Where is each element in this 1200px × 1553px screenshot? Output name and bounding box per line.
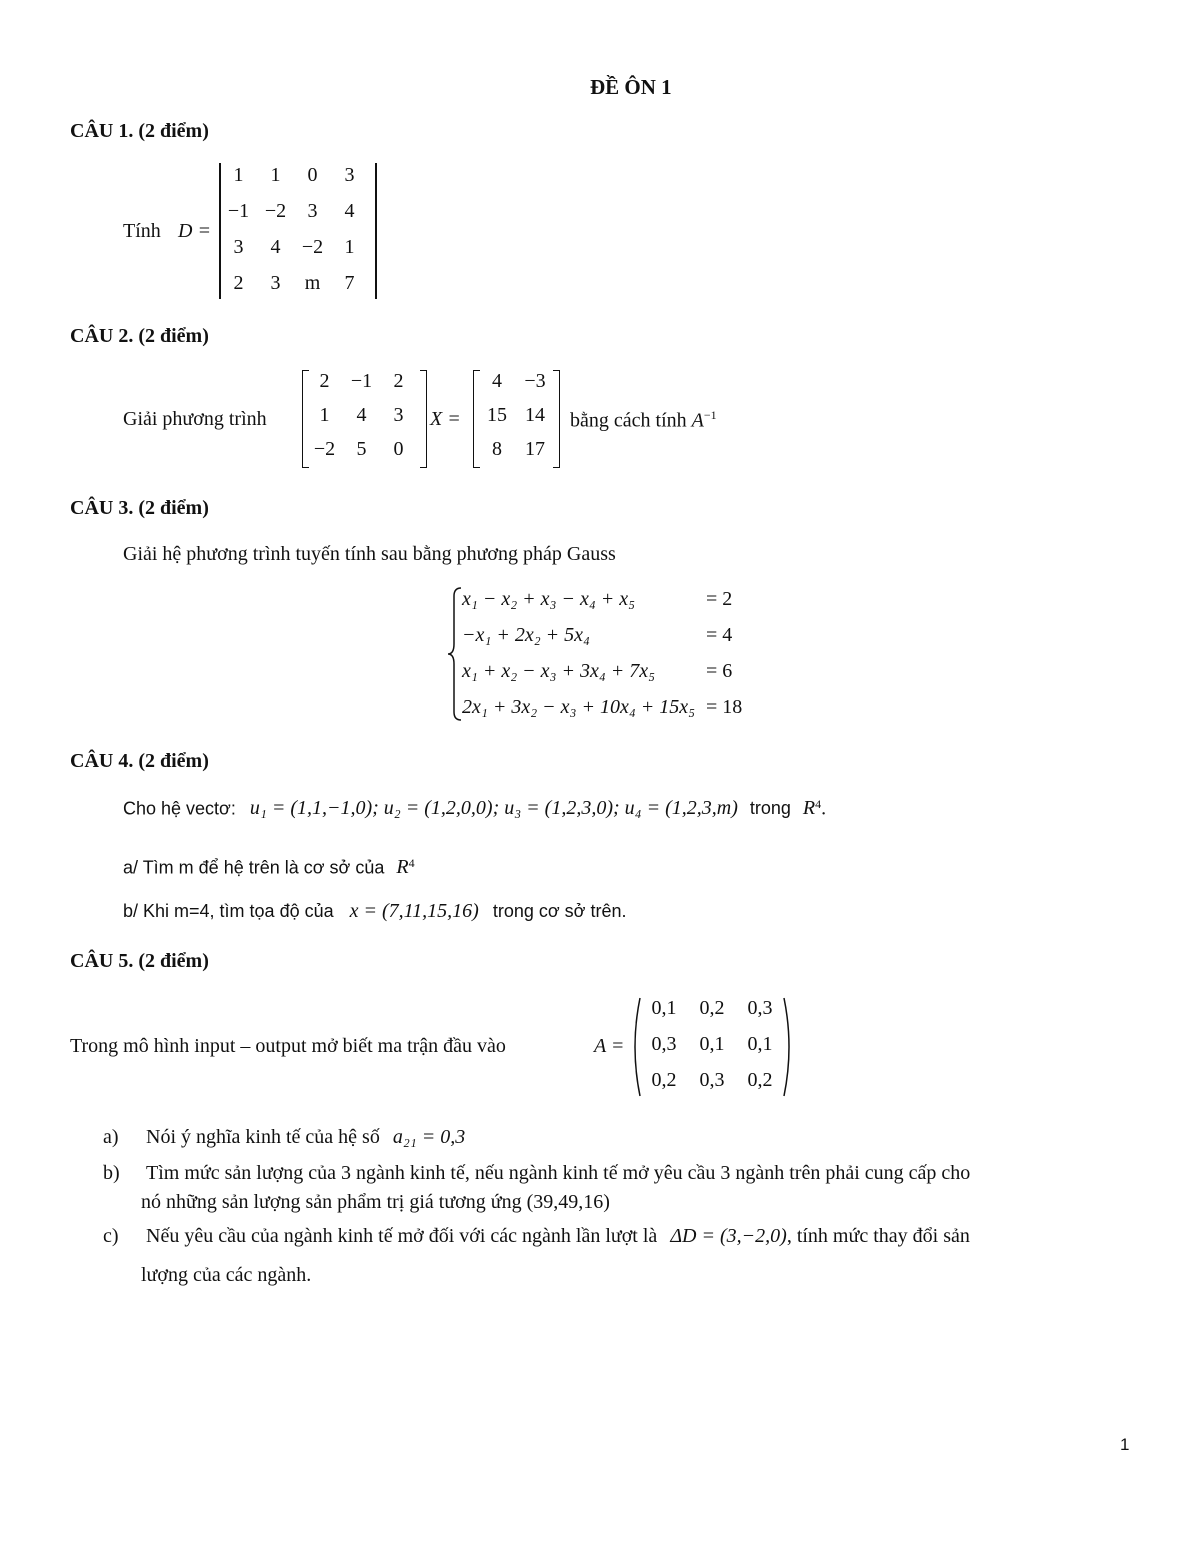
input-matrix-cell: 0,2	[699, 997, 725, 1019]
input-matrix-cell: 0,3	[651, 1033, 677, 1055]
question-4-line-1	[123, 797, 826, 820]
determinant-cell: 0	[307, 164, 318, 186]
item-b-text: Tìm mức sản lượng của 3 ngành kinh tế, nếu ngành kinh tế mở yêu cầu 3 ngành trên phải cung cấp cho	[146, 1162, 971, 1184]
question-1-intro: Tính	[123, 220, 161, 242]
part-a-space: R	[396, 856, 409, 879]
matrix-b-cell: 4	[492, 370, 502, 392]
question-1-heading: CÂU 1. (2 điểm)	[70, 120, 209, 142]
matrix-b-cell: 8	[492, 438, 502, 460]
determinant-cell: 1	[233, 164, 244, 186]
input-matrix-cell: 0,3	[747, 997, 773, 1019]
item-a-letter: a)	[103, 1126, 119, 1148]
question-5-intro: Trong mô hình input – output mở biết ma trận đầu vào	[70, 1035, 506, 1057]
question-2-heading: CÂU 2. (2 điểm)	[70, 325, 209, 347]
matrix-b-cell: −3	[524, 370, 546, 392]
item-c-math: ΔD = (3,−2,0)	[670, 1225, 787, 1247]
space-exponent: 4	[815, 797, 822, 811]
part-a-text: a/ Tìm m để hệ trên là cơ sở của	[123, 857, 385, 878]
equation-lhs: x₁ + x₂ − x₃ + 3x₄ + 7x₅	[462, 660, 656, 682]
matrix-a-right-bracket	[420, 370, 427, 468]
determinant-cell: 3	[344, 164, 355, 186]
item-c	[103, 1225, 970, 1248]
matrix-b-cell: 17	[525, 438, 545, 460]
determinant-cell: −2	[301, 236, 324, 258]
question-4-part-a	[123, 856, 415, 879]
determinant-cell: −1	[227, 200, 250, 222]
input-matrix-cell: 0,1	[747, 1033, 773, 1055]
input-matrix-cell: 0,3	[699, 1069, 725, 1091]
matrix-b-cell: 15	[487, 404, 507, 426]
part-a-space-exponent: 4	[408, 856, 415, 870]
question-3-heading: CÂU 3. (2 điểm)	[70, 497, 209, 519]
item-c-text: Nếu yêu cầu của ngành kinh tế mở đối với các ngành lần lượt là	[146, 1225, 658, 1247]
item-a	[103, 1126, 465, 1149]
input-matrix-cell: 0,2	[651, 1069, 677, 1091]
item-b-letter: b)	[103, 1162, 120, 1184]
input-matrix-cell: 0,2	[747, 1069, 773, 1091]
matrix-a-cell: −1	[350, 370, 373, 392]
vectors-in-word: trong	[749, 798, 791, 819]
determinant-cell: 3	[270, 272, 281, 294]
equation-lhs: 2x₁ + 3x₂ − x₃ + 10x₄ + 15x₅	[462, 696, 696, 718]
determinant-cell: 1	[270, 164, 281, 186]
question-2-suffix	[570, 408, 717, 433]
x-equals: X =	[430, 408, 461, 430]
item-c-text-after: , tính mức thay đổi sản	[786, 1225, 970, 1247]
matrix-a-cell: 0	[393, 438, 404, 460]
matrix-b-right-bracket	[553, 370, 560, 468]
determinant-cell: 1	[344, 236, 355, 258]
equation-rhs: = 18	[706, 696, 743, 718]
question-4-part-b	[123, 900, 627, 923]
equation-lhs: −x₁ + 2x₂ + 5x₄	[462, 624, 590, 646]
space-r: R	[802, 797, 816, 820]
matrix-a-cell: 4	[356, 404, 367, 426]
determinant-cell: 3	[233, 236, 244, 258]
determinant-cell: 4	[270, 236, 281, 258]
input-matrix-cell: 0,1	[651, 997, 677, 1019]
matrix-a-cell: 5	[356, 438, 367, 460]
a-inverse: A	[691, 409, 704, 432]
question-3-intro: Giải hệ phương trình tuyến tính sau bằng phương pháp Gauss	[123, 543, 616, 565]
item-b-text-continued: nó những sản lượng sản phẩm trị giá tương ứng (39,49,16)	[141, 1191, 610, 1213]
determinant-label: D =	[178, 220, 211, 242]
page-title: ĐỀ ÔN 1	[590, 75, 672, 99]
matrix-b-cell: 14	[525, 404, 545, 426]
part-b-text: b/ Khi m=4, tìm tọa độ của	[123, 901, 334, 921]
matrix-right-paren	[782, 996, 796, 1098]
line-end: .	[821, 797, 827, 820]
question-4-heading: CÂU 4. (2 điểm)	[70, 750, 209, 772]
a-equals: A =	[594, 1035, 625, 1057]
equation-rhs: = 2	[706, 588, 733, 610]
question-2-suffix-text: bằng cách tính	[570, 409, 687, 432]
vectors-intro: Cho hệ vectơ:	[123, 798, 236, 819]
page-number: 1	[1120, 1435, 1130, 1454]
input-matrix-cell: 0,1	[699, 1033, 725, 1055]
vector-definitions: u₁ = (1,1,−1,0); u₂ = (1,2,0,0); u₃ = (1,2,3,0); u₄ = (1,2,3,m)	[249, 797, 738, 820]
item-a-text: Nói ý nghĩa kinh tế của hệ số	[146, 1126, 380, 1148]
matrix-a-cell: 2	[319, 370, 330, 392]
equation-rhs: = 4	[706, 624, 733, 646]
equation-rhs: = 6	[706, 660, 733, 682]
item-a-math: a₂₁ = 0,3	[392, 1126, 466, 1148]
item-b	[103, 1162, 970, 1185]
matrix-a-cell: −2	[313, 438, 336, 460]
matrix-a-cell: 1	[319, 404, 330, 426]
a-inverse-exponent: −1	[703, 408, 717, 422]
item-c-letter: c)	[103, 1225, 119, 1247]
question-5-heading: CÂU 5. (2 điểm)	[70, 950, 209, 972]
determinant-cell: 3	[307, 200, 318, 222]
determinant-cell: 4	[344, 200, 355, 222]
part-b-suffix: trong cơ sở trên.	[492, 901, 627, 921]
matrix-a-cell: 2	[393, 370, 404, 392]
question-2-intro: Giải phương trình	[123, 408, 267, 430]
item-c-text-continued: lượng của các ngành.	[141, 1264, 312, 1286]
determinant-right-bar	[375, 163, 377, 299]
determinant-cell: 7	[344, 272, 355, 294]
matrix-a-cell: 3	[393, 404, 404, 426]
determinant-cell: 2	[233, 272, 244, 294]
part-b-vector: x = (7,11,15,16)	[349, 900, 479, 922]
determinant-cell: m	[304, 272, 321, 294]
determinant-cell: −2	[264, 200, 287, 222]
equation-lhs: x₁ − x₂ + x₃ − x₄ + x₅	[462, 588, 636, 610]
